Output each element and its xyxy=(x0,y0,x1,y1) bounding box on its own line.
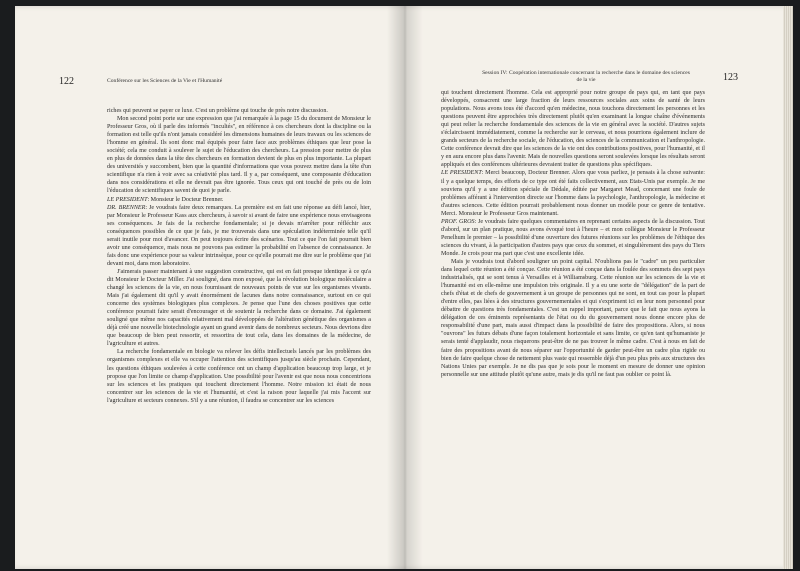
paragraph xyxy=(441,169,705,217)
paragraph xyxy=(441,218,705,258)
paragraph xyxy=(441,258,705,379)
paragraph-text: La recherche fondamentale en biologie va relever les défis intellectuels lancés par les problèmes des organismes complexes et elle va occuper l'attention des scientifiques jusqu'au siècle prochain. Cependant, les questions éthiques soulevées à cette conférence ont un champ d'application beaucoup trop large, et je propose que l'on limite ce champ d'application. Une possibilité pour l'avenir est que nous nous concentrions sur les sciences et les pratiques qui touchent directement l'homme. Notre mission ici était de nous concentrer sur les sciences de la vie et l'humanité, et c'est la raison pour laquelle j'ai mis l'accent sur l'agriculture et secteurs connexes. S'il y a une réunion, il faudra se concentrer sur les sciences xyxy=(107,349,371,404)
speaker-name: LE PRESIDENT xyxy=(441,170,482,177)
book-gutter xyxy=(387,6,423,569)
paragraph-text: : Je voudrais faire quelques commentaires en reprenant certains aspects de la discussion. Tout d'abord, sur un plan pratique, nous avons évoqué tout à l'heure – et mon collègue Monsieur le Professeur Penelhum le premier – la possibilité d'une ouverture des futures réunions sur les problèmes de l'éthique des sciences du vivant, à la participation d'autres pays que ceux du sommet, et singulièrement des pays du Tiers Monde. Je crois pour ma part que c'est une excellente idée. xyxy=(441,218,705,257)
paragraph xyxy=(107,196,371,204)
paragraph-text: Mais je voudrais tout d'abord souligner un point capital. N'oublions pas le "cadre" un peu particulier dans lequel cette réunion a été conçue. Cette réunion a été conçue dans la foulée des sommets des sept pays industrialisés, qui se sont tenus à Versailles et à Williamsburg. Cette réunion sur les sciences de la vie et l'humanité est en elle-même une impulsion très originale. Il y a eu une sorte de "délégation" de la part de chefs d'état et de chefs de gouvernement à un groupe de personnes qui ne sont, en tout cas pour la plupart d'entre elles, pas liées à des structures gouvernementales et qui s'expriment ici en leur nom personnel pour débattre de questions très fondamentales. C'est un rappel important, parce que le fait que nous ayons la délégation de ces éminents représentants de l'état ou du du gouvernement nous donne encore plus de responsabilité d'une part, mais aussi d'impact dans la possibilité de faire des propositions. Alors, si nous "ouvrons" les futurs débats d'une façon totalement horizontale et sans limite, ce qu'en tant qu'humaniste je serais tenté d'applaudir, nous risquerons peut-être de ne pas trouver le même cadre. C'est à nous en fait de faire des propositions avant de nous séparer sur l'opportunité de garder peut-être un cadre plus rigide ou bien de faire quelque chose de nettement plus vaste qui ressemble déjà d'un peu plus près aux structures des Nations Unies par exemple. Je ne dis pas que je sois pour le moment en mesure de donner une opinion personnelle sur une attitude plutôt qu'une autre, mais je dis qu'il ne faut pas oublier ce point là. xyxy=(441,258,705,378)
paragraph-text: riches qui peuvent se payer ce luxe. C'est un problème qui touche de près notre discussion. xyxy=(107,108,328,114)
running-head-left: Conférence sur les Sciences de la Vie et l'Humanité xyxy=(107,78,223,84)
page-edge xyxy=(783,6,793,569)
paragraph xyxy=(107,268,371,348)
page-number-right: 123 xyxy=(723,72,738,83)
paragraph-text: : Monsieur le Docteur Brenner. xyxy=(147,196,224,203)
speaker-name: PROF. GROS xyxy=(441,218,475,225)
running-head-right: Session IV: Coopération internationale concernant la recherche dans le domaine des sciences de la vie xyxy=(482,70,690,83)
speaker-name: LE PRESIDENT xyxy=(107,196,148,203)
text-column-left xyxy=(107,107,371,555)
speaker-name: DR. BRENNER xyxy=(107,204,146,211)
paragraph-text: : Je voudrais faire deux remarques. La première est en fait une réponse au défi lancé, hier, par Monsieur le Professeur Kass aux chercheurs, à savoir si avant de faire une expérience nous envisageons ses conséquences. Je fais de la recherche fondamentale; si je devais m'arrêter pour réfléchir aux conséquences possibles de ce que je fais, je me trouverais dans une spéculation indéterminée telle qu'il serait inutile pour moi d'avancer. On peut toujours écrire des scénarios. Tout ce que l'on fait pourrait bien avoir une conséquence, mais nous ne pouvons pas estimer la probabilité en l'absence de connaissance. Je fais donc une expérience pour sa valeur intrinsèque, pour ce qu'elle pourrait me dire sur le problème que j'ai devant moi, dans mon laboratoire. xyxy=(107,204,371,267)
paragraph-text: Mon second point porte sur une expression que j'ai remarquée à la page 15 du document de Monsieur le Professeur Gros, où il parle des informés "incultés", en référence à ces chercheurs dont la discipline ou la formation est telle qu'ils n'ont jamais considéré les dimensions humaines de leurs travaux ou les sciences de l'homme en général. Ils sont donc mal équipés pour faire face aux problèmes éthiques que leur pose la société; cela me conduit à soulever le sujet de l'éducation des chercheurs. La pression pour mettre de plus en plus de données dans la tête des chercheurs en formation devient de plus en plus importante. La plupart des universités y succombent, bien que la quantité d'informations que vous pouvez mettre dans la tête d'un scientifique n'a rien à voir avec sa créativité plus tard. Il y a, par conséquent, une composante d'éducation dans nos considérations et elle ne devrait pas être ignorée. Tous ceux qui ont touché de près ou de loin l'éducation de scientifiques savent de quoi je parle. xyxy=(107,116,371,195)
paragraph-text: J'aimerais passer maintenant à une suggestion constructive, qui est en fait presque identique à ce qu'a dit Monsieur le Docteur Miller. J'ai souligné, dans mon exposé, que la révolution biologique moléculaire a changé les sciences de la vie, en nous fournissant de nouveaux points de vue sur les organismes vivants. Mais j'ai également dit qu'il y avait énormément de lacunes dans notre connaissance, surtout en ce qui concerne des systèmes biologiques plus complexes. Je pense que l'une des choses positives que cette conférence pourrait faire serait d'encourager et de soutenir la recherche dans ce domaine. J'ai également souligné que même nos capacités relativement mal développées de l'altération génétique des organismes a déjà créé une nouvelle biotechnologie ayant un grand avenir dans de nombreux secteurs. Nous devrions dire que beaucoup de bien peut ressortir, et ressortira de tout cela, dans les domaines de la médecine, de l'agriculture et autres. xyxy=(107,268,371,348)
text-column-right xyxy=(441,89,705,559)
paragraph xyxy=(107,348,371,404)
paragraph xyxy=(107,204,371,268)
paragraph xyxy=(107,115,371,195)
paragraph xyxy=(107,107,371,115)
page-number-left: 122 xyxy=(59,76,74,87)
paragraph-text: : Merci beaucoup, Docteur Brenner. Alors que vous parliez, je pensais à la chose suivante: il y a quelque temps, des efforts de ce type ont été faits collectivement, aux Etats-Unis par exemple. Je me souviens qu'il y a une édition spéciale de Dédale, éditée par Margaret Mead, concernant une foule de problèmes afférant à l'intervention directe sur l'homme dans la psychologie, l'anthropologie, la médecine et d'autres sciences. Cette édition pourrait probablement nous donner un modèle pour ce genre de tentative. Merci. Monsieur le Professeur Gros maintenant. xyxy=(441,170,705,217)
book-spread xyxy=(15,6,793,569)
paragraph xyxy=(441,89,705,169)
paragraph-text: qui touchent directement l'homme. Cela est approprié pour notre groupe de pays qui, en tant que pays développés, consacrent une large fraction de leurs ressources sociales aux soins de santé de leurs populations. Nous avons tous été d'accord qu'en médecine, nous touchons directement les personnes et les questions peuvent être approchées très directement plutôt qu'en examinant la longue chaîne d'événements qui peut relier la recherche fondamentale des sciences de la vie en général avec la société. D'autres sujets s'éclaircissent immédiatement, comme la recherche sur le cerveau, et nous pourrions également inclure de grands secteurs de la recherche sociale, de l'éducation, des sciences de la communication et l'anthropologie. Cette conférence devrait dire que les sciences de la vie ont des contributions positives, pour l'humanité, et il y en aura encore plus dans l'avenir. Mais de nouvelles questions seront soulevées lorsque les résultats seront appliqués et des conférences ultérieures devraient traiter de questions plus spécifiques. xyxy=(441,90,705,169)
